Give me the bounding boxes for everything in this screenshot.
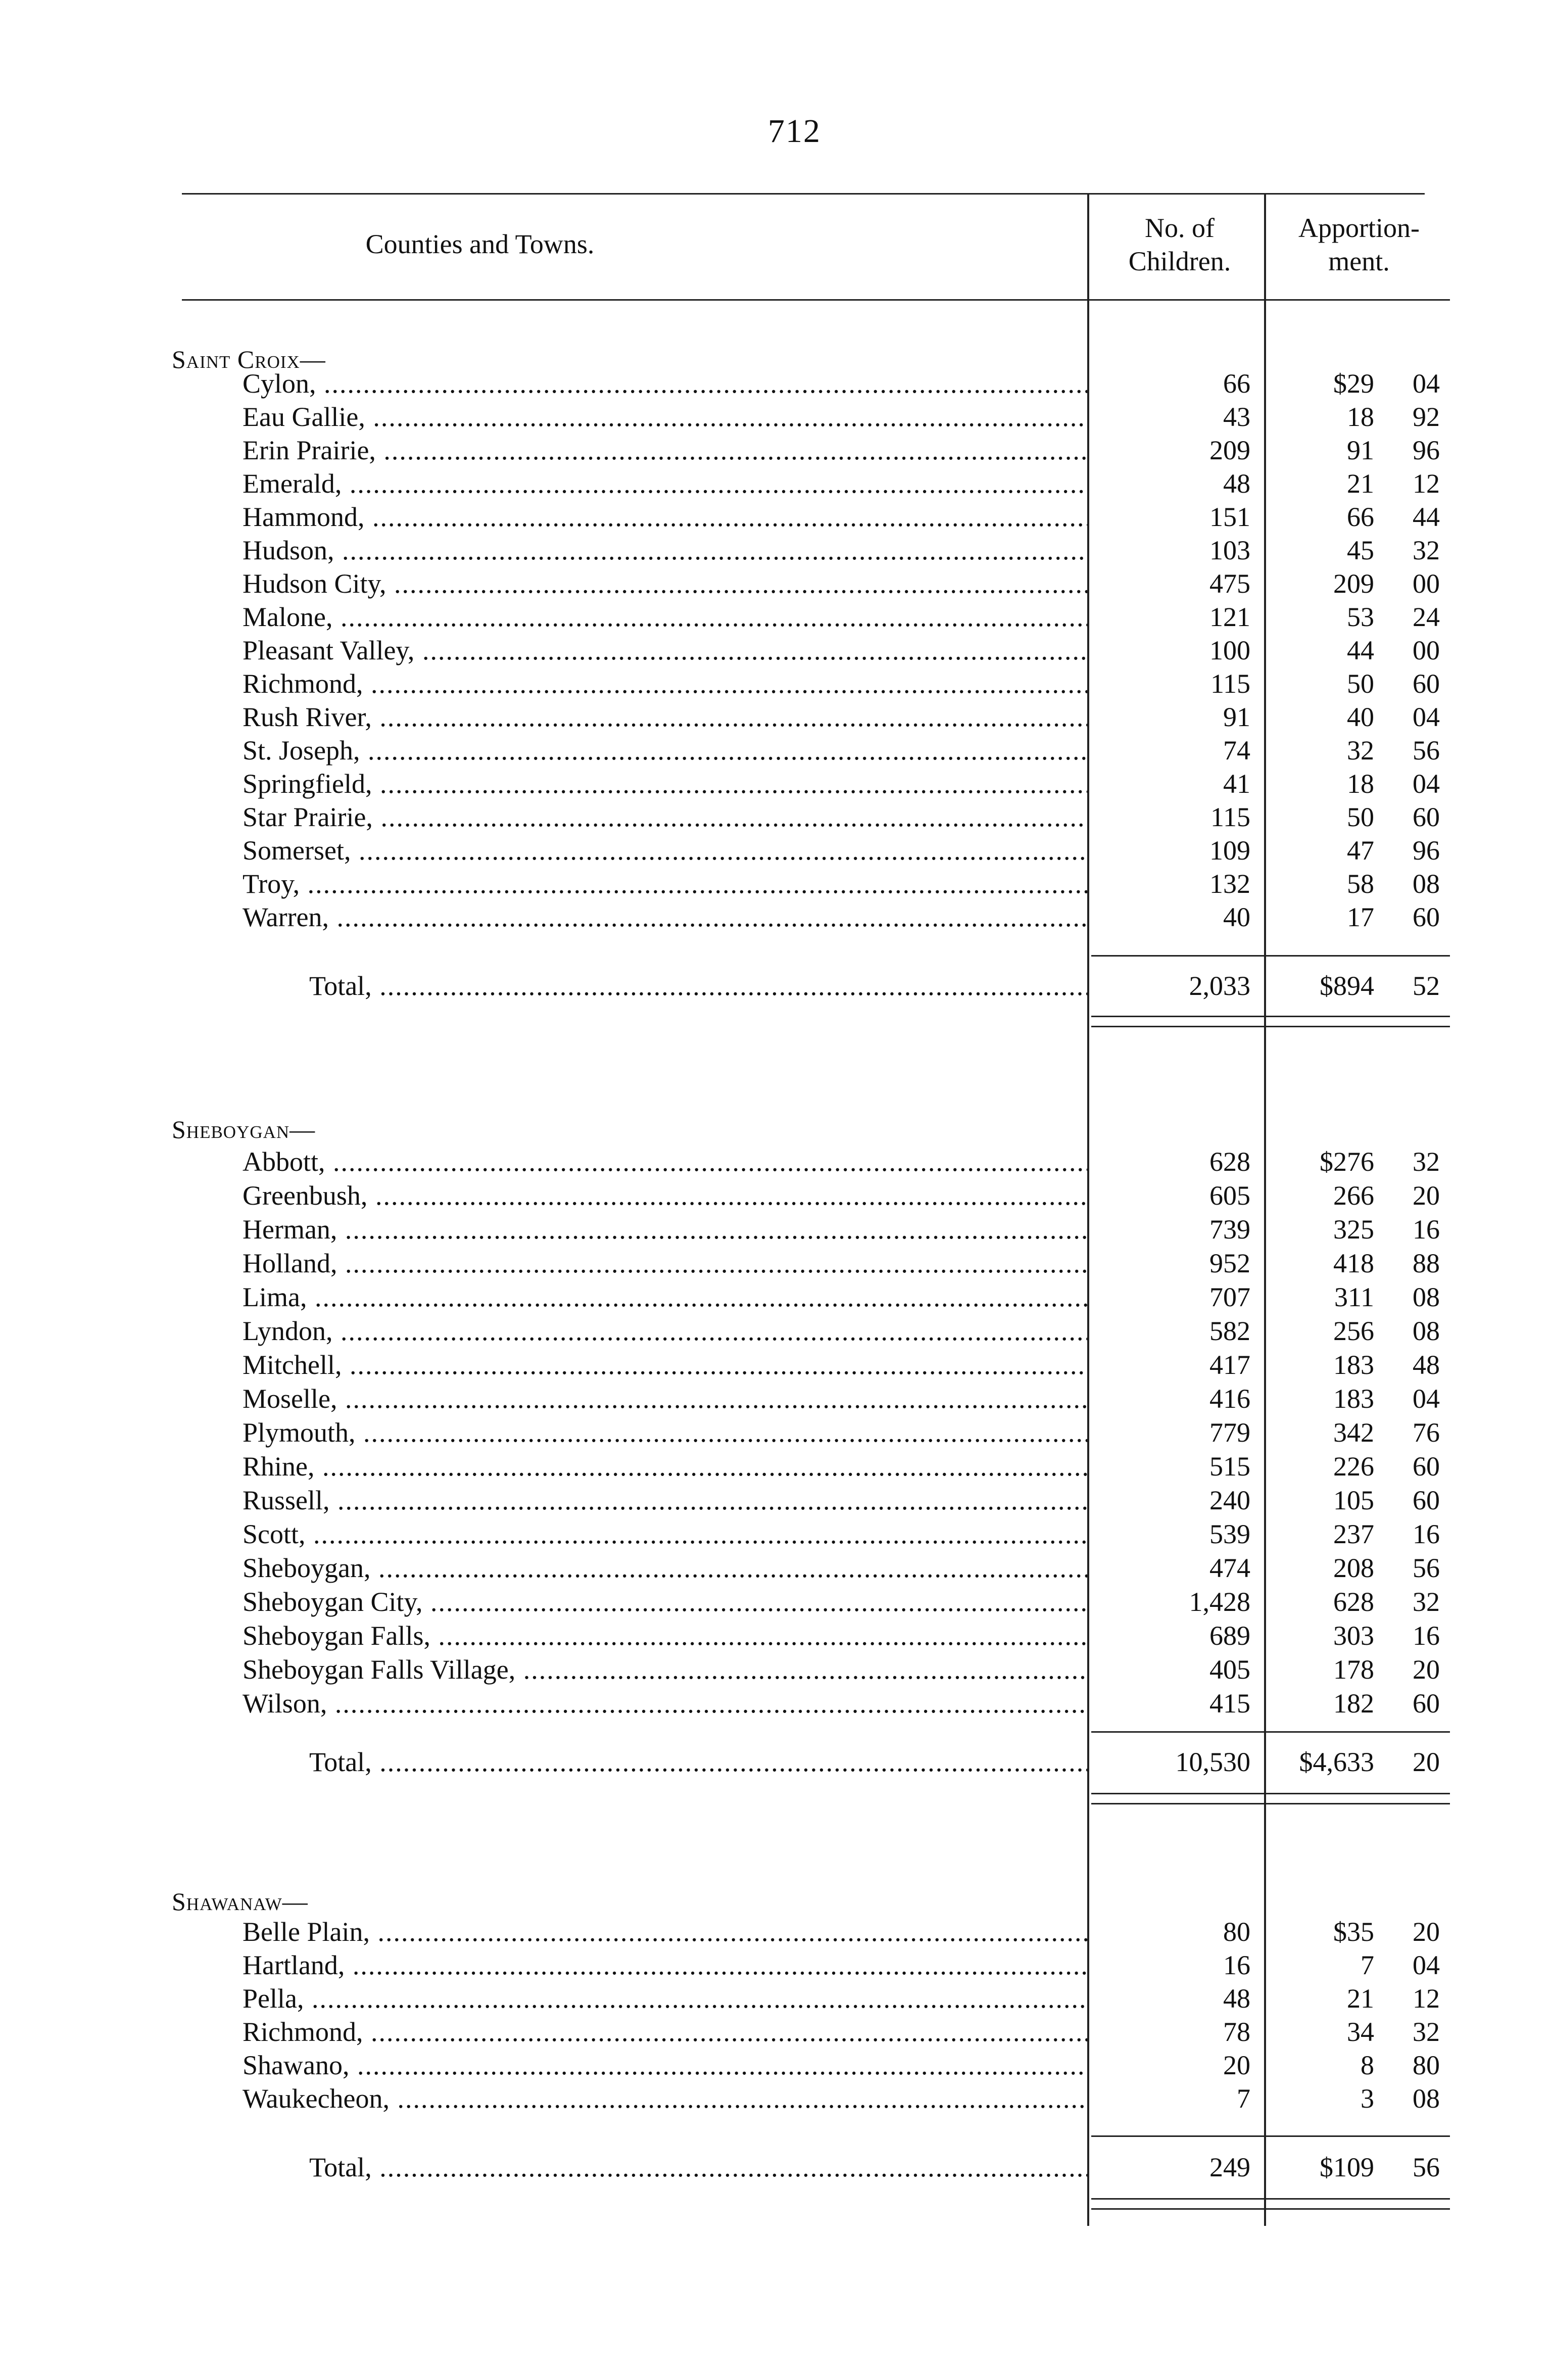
apportionment-dollars: 91 (1347, 435, 1374, 465)
apportionment-cents: 00 (1413, 568, 1440, 599)
table-row (0, 1619, 1552, 1652)
table-row (0, 867, 1552, 900)
children-count: 103 (1209, 535, 1250, 565)
town-name: Hammond, ..... (243, 500, 1087, 534)
town-name: Sheboygan City, ..... (243, 1585, 1087, 1619)
total-dollars: $894 (1320, 971, 1374, 1001)
total-label: Total, ..... (309, 1745, 1087, 1779)
apportionment-dollars: 325 (1333, 1214, 1374, 1245)
children-count: 151 (1209, 502, 1250, 532)
table-row (0, 1348, 1552, 1382)
total-double-rule (1091, 1016, 1450, 1017)
apportionment-cents: 44 (1413, 502, 1440, 532)
table-row (0, 700, 1552, 734)
apportionment-dollars: 21 (1347, 468, 1374, 499)
table-row (0, 1416, 1552, 1449)
apportionment-dollars: 53 (1347, 602, 1374, 632)
table-row (0, 834, 1552, 867)
apportionment-dollars: 45 (1347, 535, 1374, 565)
apportionment-dollars: 418 (1333, 1248, 1374, 1278)
children-count: 80 (1223, 1917, 1250, 1947)
town-name: Greenbush, ..... (243, 1179, 1087, 1212)
table-row (0, 600, 1552, 634)
town-name: Hartland, ..... (243, 1948, 1087, 1982)
children-count: 582 (1209, 1316, 1250, 1346)
county-heading: Saint Croix— (172, 345, 326, 373)
children-count: 415 (1209, 1688, 1250, 1719)
total-cents: 56 (1413, 2152, 1440, 2182)
town-name: Abbott, ..... (243, 1145, 1087, 1178)
apportionment-cents: 16 (1413, 1519, 1440, 1549)
apportionment-cents: 60 (1413, 1688, 1440, 1719)
children-count: 40 (1223, 902, 1250, 932)
apportionment-dollars: 256 (1333, 1316, 1374, 1346)
children-count: 417 (1209, 1350, 1250, 1380)
apportionment-cents: 12 (1413, 1983, 1440, 2014)
children-count: 91 (1223, 702, 1250, 732)
total-children: 2,033 (1189, 971, 1250, 1001)
total-double-rule (1091, 1793, 1450, 1794)
page-number: 712 (768, 113, 821, 150)
apportionment-cents: 60 (1413, 669, 1440, 699)
table-row (0, 1687, 1552, 1720)
apportionment-cents: 96 (1413, 435, 1440, 465)
table-row (0, 734, 1552, 767)
apportionment-dollars: 183 (1333, 1384, 1374, 1414)
town-name: Belle Plain, ..... (243, 1915, 1087, 1948)
table-row (0, 1145, 1552, 1178)
town-name: Springfield, ..... (243, 767, 1087, 800)
apportionment-dollars: 8 (1361, 2050, 1374, 2080)
children-count: 115 (1210, 802, 1250, 832)
apportionment-cents: 60 (1413, 1485, 1440, 1515)
table-row (0, 1450, 1552, 1483)
apportionment-dollars: 105 (1333, 1485, 1374, 1515)
table-row (0, 1247, 1552, 1280)
apportionment-cents: 04 (1413, 702, 1440, 732)
town-name: Hudson City, ..... (243, 567, 1087, 600)
total-label: Total, ..... (309, 2151, 1087, 2184)
total-double-rule (1091, 1026, 1450, 1027)
apportionment-cents: 20 (1413, 1654, 1440, 1685)
apportionment-dollars: 3 (1361, 2083, 1374, 2114)
apportionment-cents: 32 (1413, 1147, 1440, 1177)
town-name: Malone, ..... (243, 600, 1087, 634)
apportionment-cents: 32 (1413, 2017, 1440, 2047)
children-count: 66 (1223, 368, 1250, 399)
table-row (0, 1213, 1552, 1246)
children-count: 240 (1209, 1485, 1250, 1515)
apportionment-dollars: 50 (1347, 802, 1374, 832)
town-name: St. Joseph, ..... (243, 734, 1087, 767)
apportionment-cents: 12 (1413, 468, 1440, 499)
town-name: Wilson, ..... (243, 1687, 1087, 1720)
apportionment-cents: 60 (1413, 902, 1440, 932)
children-count: 474 (1209, 1553, 1250, 1583)
apportionment-cents: 08 (1413, 869, 1440, 899)
county-heading: Sheboygan— (172, 1115, 316, 1144)
town-name: Eau Gallie, ..... (243, 400, 1087, 434)
town-name: Mitchell, ..... (243, 1348, 1087, 1382)
town-name: Lima, ..... (243, 1280, 1087, 1314)
top-rule (182, 193, 1425, 195)
table-row (0, 900, 1552, 934)
children-count: 707 (1209, 1282, 1250, 1312)
children-count: 74 (1223, 735, 1250, 766)
table-row (0, 1314, 1552, 1348)
children-count: 20 (1223, 2050, 1250, 2080)
apportionment-cents: 60 (1413, 1451, 1440, 1482)
table-row (0, 400, 1552, 434)
apportionment-dollars: $29 (1333, 368, 1374, 399)
total-dollars: $4,633 (1299, 1747, 1374, 1777)
town-name: Sheboygan Falls Village, ..... (243, 1653, 1087, 1686)
apportionment-cents: 16 (1413, 1214, 1440, 1245)
total-label: Total, ..... (309, 969, 1087, 1003)
table-row (0, 667, 1552, 700)
apportionment-dollars: 50 (1347, 669, 1374, 699)
table-row (0, 634, 1552, 667)
children-count: 739 (1209, 1214, 1250, 1245)
town-name: Troy, ..... (243, 867, 1087, 900)
apportionment-cents: 04 (1413, 1384, 1440, 1414)
apportionment-dollars: 32 (1347, 735, 1374, 766)
town-name: Holland, ..... (243, 1247, 1087, 1280)
town-name: Pella, ..... (243, 1982, 1087, 2015)
apportionment-cents: 04 (1413, 368, 1440, 399)
total-row (0, 2151, 1552, 2184)
apportionment-dollars: 182 (1333, 1688, 1374, 1719)
table-row (0, 800, 1552, 834)
children-count: 209 (1209, 435, 1250, 465)
town-name: Moselle, ..... (243, 1382, 1087, 1415)
apportionment-dollars: 226 (1333, 1451, 1374, 1482)
apportionment-dollars: 7 (1361, 1950, 1374, 1980)
apportionment-cents: 92 (1413, 402, 1440, 432)
apportionment-dollars: $35 (1333, 1917, 1374, 1947)
table-row (0, 1517, 1552, 1551)
apportionment-dollars: 178 (1333, 1654, 1374, 1685)
total-double-rule (1091, 1803, 1450, 1804)
table-row (0, 1653, 1552, 1686)
apportionment-dollars: 209 (1333, 568, 1374, 599)
table-row (0, 1484, 1552, 1517)
total-double-rule (1091, 2208, 1450, 2210)
apportionment-cents: 08 (1413, 1282, 1440, 1312)
total-cents: 52 (1413, 971, 1440, 1001)
town-name: Emerald, ..... (243, 467, 1087, 500)
town-name: Erin Prairie, ..... (243, 434, 1087, 467)
children-count: 539 (1209, 1519, 1250, 1549)
apportionment-cents: 32 (1413, 535, 1440, 565)
apportionment-dollars: 266 (1333, 1180, 1374, 1211)
children-count: 16 (1223, 1950, 1250, 1980)
total-cents: 20 (1413, 1747, 1440, 1777)
children-count: 109 (1209, 835, 1250, 866)
apportionment-cents: 04 (1413, 769, 1440, 799)
apportionment-dollars: 208 (1333, 1553, 1374, 1583)
apportionment-cents: 56 (1413, 1553, 1440, 1583)
subtotal-rule (1091, 955, 1450, 957)
apportionment-dollars: 18 (1347, 402, 1374, 432)
children-count: 605 (1209, 1180, 1250, 1211)
total-children: 10,530 (1175, 1747, 1250, 1777)
children-count: 689 (1209, 1621, 1250, 1651)
header-bottom-rule (182, 299, 1450, 301)
table-row (0, 534, 1552, 567)
apportionment-cents: 32 (1413, 1587, 1440, 1617)
town-name: Richmond, ..... (243, 667, 1087, 700)
town-name: Lyndon, ..... (243, 1314, 1087, 1348)
apportionment-dollars: 66 (1347, 502, 1374, 532)
children-count: 779 (1209, 1417, 1250, 1448)
apportionment-cents: 08 (1413, 1316, 1440, 1346)
county-heading: Shawanaw— (172, 1887, 308, 1916)
header-apportionment (1266, 211, 1452, 278)
town-name: Shawano, ..... (243, 2049, 1087, 2082)
total-row (0, 1745, 1552, 1779)
table-row (0, 567, 1552, 600)
apportionment-cents: 96 (1413, 835, 1440, 866)
apportionment-dollars: 342 (1333, 1417, 1374, 1448)
children-count: 416 (1209, 1384, 1250, 1414)
children-count: 1,428 (1189, 1587, 1250, 1617)
header-apportionment-line2: ment. (1328, 246, 1390, 276)
town-name: Warren, ..... (243, 900, 1087, 934)
apportionment-dollars: 628 (1333, 1587, 1374, 1617)
total-double-rule (1091, 2198, 1450, 2200)
apportionment-dollars: 21 (1347, 1983, 1374, 2014)
town-name: Cylon, ..... (243, 367, 1087, 400)
children-count: 475 (1209, 568, 1250, 599)
children-count: 132 (1209, 869, 1250, 899)
children-count: 41 (1223, 769, 1250, 799)
apportionment-dollars: 311 (1334, 1282, 1374, 1312)
table-row (0, 367, 1552, 400)
town-name: Sheboygan, ..... (243, 1551, 1087, 1585)
apportionment-dollars: 47 (1347, 835, 1374, 866)
apportionment-dollars: 44 (1347, 635, 1374, 665)
table-row (0, 2049, 1552, 2082)
apportionment-cents: 88 (1413, 1248, 1440, 1278)
apportionment-dollars: 34 (1347, 2017, 1374, 2047)
town-name: Star Prairie, ..... (243, 800, 1087, 834)
apportionment-cents: 48 (1413, 1350, 1440, 1380)
total-children: 249 (1209, 2152, 1250, 2182)
children-count: 628 (1209, 1147, 1250, 1177)
apportionment-cents: 20 (1413, 1180, 1440, 1211)
apportionment-dollars: 17 (1347, 902, 1374, 932)
apportionment-cents: 56 (1413, 735, 1440, 766)
apportionment-dollars: 237 (1333, 1519, 1374, 1549)
table-row (0, 434, 1552, 467)
header-children-line2: Children. (1128, 246, 1231, 276)
table-row (0, 1179, 1552, 1212)
table-row (0, 1982, 1552, 2015)
town-name: Sheboygan Falls, ..... (243, 1619, 1087, 1652)
apportionment-cents: 00 (1413, 635, 1440, 665)
table-row (0, 1585, 1552, 1619)
total-row (0, 969, 1552, 1003)
apportionment-cents: 20 (1413, 1917, 1440, 1947)
town-name: Russell, ..... (243, 1484, 1087, 1517)
children-count: 115 (1210, 669, 1250, 699)
header-children-line1: No. of (1145, 213, 1215, 243)
apportionment-dollars: 18 (1347, 769, 1374, 799)
children-count: 100 (1209, 635, 1250, 665)
children-count: 405 (1209, 1654, 1250, 1685)
children-count: 48 (1223, 1983, 1250, 2014)
children-count: 515 (1209, 1451, 1250, 1482)
table-row (0, 1280, 1552, 1314)
apportionment-dollars: 58 (1347, 869, 1374, 899)
apportionment-dollars: 183 (1333, 1350, 1374, 1380)
apportionment-cents: 16 (1413, 1621, 1440, 1651)
apportionment-cents: 24 (1413, 602, 1440, 632)
table-row (0, 500, 1552, 534)
town-name: Somerset, ..... (243, 834, 1087, 867)
town-name: Richmond, ..... (243, 2015, 1087, 2049)
town-name: Herman, ..... (243, 1213, 1087, 1246)
apportionment-dollars: 40 (1347, 702, 1374, 732)
apportionment-dollars: $276 (1320, 1147, 1374, 1177)
town-name: Scott, ..... (243, 1517, 1087, 1551)
header-number-of-children (1094, 211, 1266, 278)
town-name: Rhine, ..... (243, 1450, 1087, 1483)
table-row (0, 1382, 1552, 1415)
apportionment-cents: 08 (1413, 2083, 1440, 2114)
town-name: Plymouth, ..... (243, 1416, 1087, 1449)
table-row (0, 1551, 1552, 1585)
apportionment-cents: 04 (1413, 1950, 1440, 1980)
table-row (0, 767, 1552, 800)
table-row (0, 2015, 1552, 2049)
subtotal-rule (1091, 1731, 1450, 1733)
town-name: Hudson, ..... (243, 534, 1087, 567)
children-count: 78 (1223, 2017, 1250, 2047)
children-count: 952 (1209, 1248, 1250, 1278)
town-name: Pleasant Valley, ..... (243, 634, 1087, 667)
children-count: 43 (1223, 402, 1250, 432)
children-count: 121 (1209, 602, 1250, 632)
apportionment-cents: 80 (1413, 2050, 1440, 2080)
town-name: Rush River, ..... (243, 700, 1087, 734)
children-count: 7 (1237, 2083, 1250, 2114)
apportionment-dollars: 303 (1333, 1621, 1374, 1651)
subtotal-rule (1091, 2135, 1450, 2137)
header-apportionment-line1: Apportion- (1298, 213, 1420, 243)
header-counties-and-towns: Counties and Towns. (365, 229, 595, 259)
table-row (0, 2082, 1552, 2115)
children-count: 48 (1223, 468, 1250, 499)
table-row (0, 1948, 1552, 1982)
total-dollars: $109 (1320, 2152, 1374, 2182)
table-row (0, 467, 1552, 500)
town-name: Waukecheon, ..... (243, 2082, 1087, 2115)
apportionment-cents: 76 (1413, 1417, 1440, 1448)
apportionment-cents: 60 (1413, 802, 1440, 832)
table-row (0, 1915, 1552, 1948)
